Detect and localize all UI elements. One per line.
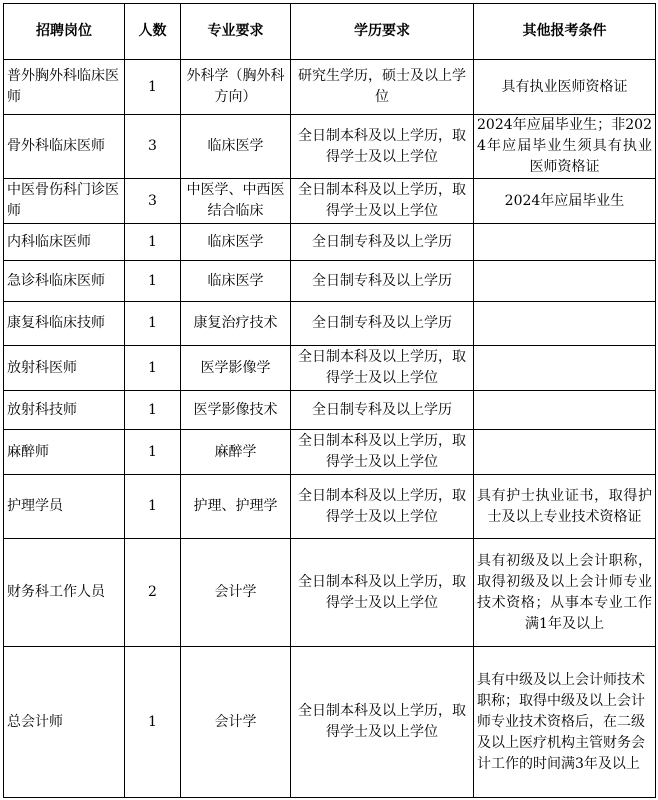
header-other: 其他报考条件 bbox=[474, 4, 656, 60]
post-cell: 麻醉师 bbox=[4, 430, 125, 475]
post-cell: 中医骨伤科门诊医师 bbox=[4, 179, 125, 224]
other-cell bbox=[474, 261, 656, 302]
count-cell: 1 bbox=[125, 647, 181, 798]
header-major: 专业要求 bbox=[181, 4, 291, 60]
table-row bbox=[4, 302, 656, 346]
major-cell: 医学影像技术 bbox=[181, 391, 291, 430]
major-cell: 临床医学 bbox=[181, 261, 291, 302]
table-row bbox=[4, 647, 656, 798]
education-cell: 全日制本科及以上学历，取得学士及以上学位 bbox=[291, 475, 474, 539]
count-cell: 1 bbox=[125, 391, 181, 430]
major-cell: 康复治疗技术 bbox=[181, 302, 291, 346]
count-cell: 1 bbox=[125, 475, 181, 539]
table-row bbox=[4, 475, 656, 539]
post-cell: 内科临床医师 bbox=[4, 224, 125, 261]
major-cell: 麻醉学 bbox=[181, 430, 291, 475]
other-cell bbox=[474, 391, 656, 430]
major-cell: 临床医学 bbox=[181, 115, 291, 179]
table-row bbox=[4, 391, 656, 430]
count-cell: 1 bbox=[125, 346, 181, 391]
other-cell: 具有护士执业证书，取得护士及以上专业技术资格证 bbox=[474, 475, 656, 539]
table-row bbox=[4, 224, 656, 261]
major-cell: 会计学 bbox=[181, 647, 291, 798]
other-cell: 2024年应届毕业生 bbox=[474, 179, 656, 224]
education-cell: 全日制专科及以上学历 bbox=[291, 391, 474, 430]
major-cell: 外科学（胸外科方向） bbox=[181, 60, 291, 115]
count-cell: 1 bbox=[125, 302, 181, 346]
table-row bbox=[4, 430, 656, 475]
major-cell: 中医学、中西医结合临床 bbox=[181, 179, 291, 224]
education-cell: 全日制专科及以上学历 bbox=[291, 302, 474, 346]
other-cell bbox=[474, 346, 656, 391]
education-cell: 全日制专科及以上学历 bbox=[291, 261, 474, 302]
header-count: 人数 bbox=[125, 4, 181, 60]
other-cell bbox=[474, 302, 656, 346]
other-cell: 具有中级及以上会计师技术职称；取得中级及以上会计师专业技术资格后，在二级及以上医疗机构主管财务会计工作的时间满3年及以上 bbox=[474, 647, 656, 798]
post-cell: 骨外科临床医师 bbox=[4, 115, 125, 179]
table-row bbox=[4, 115, 656, 179]
count-cell: 1 bbox=[125, 60, 181, 115]
post-cell: 总会计师 bbox=[4, 647, 125, 798]
education-cell: 全日制专科及以上学历 bbox=[291, 224, 474, 261]
table-row bbox=[4, 539, 656, 647]
count-cell: 1 bbox=[125, 261, 181, 302]
major-cell: 医学影像学 bbox=[181, 346, 291, 391]
count-cell: 3 bbox=[125, 115, 181, 179]
other-cell bbox=[474, 224, 656, 261]
education-cell: 全日制本科及以上学历，取得学士及以上学位 bbox=[291, 647, 474, 798]
recruitment-table bbox=[3, 3, 656, 798]
post-cell: 放射科技师 bbox=[4, 391, 125, 430]
table-row bbox=[4, 346, 656, 391]
education-cell: 全日制本科及以上学历，取得学士及以上学位 bbox=[291, 430, 474, 475]
count-cell: 1 bbox=[125, 430, 181, 475]
table-row bbox=[4, 261, 656, 302]
other-cell bbox=[474, 430, 656, 475]
header-education: 学历要求 bbox=[291, 4, 474, 60]
count-cell: 1 bbox=[125, 224, 181, 261]
post-cell: 放射科医师 bbox=[4, 346, 125, 391]
education-cell: 全日制本科及以上学历，取得学士及以上学位 bbox=[291, 115, 474, 179]
post-cell: 护理学员 bbox=[4, 475, 125, 539]
post-cell: 急诊科临床医师 bbox=[4, 261, 125, 302]
major-cell: 临床医学 bbox=[181, 224, 291, 261]
count-cell: 2 bbox=[125, 539, 181, 647]
education-cell: 全日制本科及以上学历，取得学士及以上学位 bbox=[291, 539, 474, 647]
education-cell: 全日制本科及以上学历，取得学士及以上学位 bbox=[291, 179, 474, 224]
post-cell: 康复科临床技师 bbox=[4, 302, 125, 346]
post-cell: 财务科工作人员 bbox=[4, 539, 125, 647]
table-row bbox=[4, 179, 656, 224]
other-cell: 具有初级及以上会计职称，取得初级及以上会计师专业技术资格；从事本专业工作满1年及以上 bbox=[474, 539, 656, 647]
education-cell: 研究生学历，硕士及以上学位 bbox=[291, 60, 474, 115]
header-row bbox=[4, 4, 656, 60]
other-cell: 2024年应届毕业生；非2024年应届毕业生须具有执业医师资格证 bbox=[474, 115, 656, 179]
other-cell: 具有执业医师资格证 bbox=[474, 60, 656, 115]
education-cell: 全日制本科及以上学历，取得学士及以上学位 bbox=[291, 346, 474, 391]
major-cell: 护理、护理学 bbox=[181, 475, 291, 539]
count-cell: 3 bbox=[125, 179, 181, 224]
header-post: 招聘岗位 bbox=[4, 4, 125, 60]
post-cell: 普外胸外科临床医师 bbox=[4, 60, 125, 115]
major-cell: 会计学 bbox=[181, 539, 291, 647]
table-row bbox=[4, 60, 656, 115]
